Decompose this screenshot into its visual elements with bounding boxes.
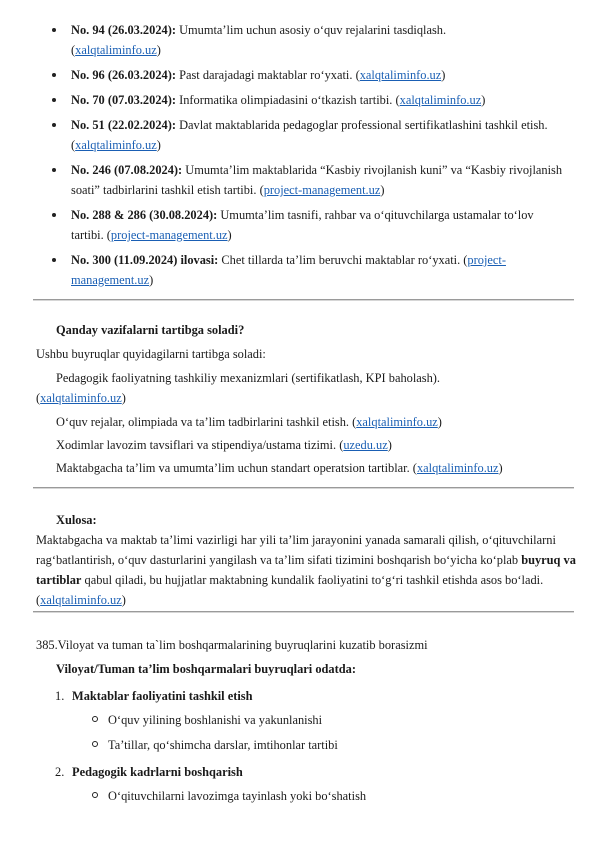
order-number: No. 94 (26.03.2024): <box>71 23 176 37</box>
order-item-300: No. 300 (11.09.2024) ilovasi: Chet tillarda ta’lim beruvchi maktablar ro‘yxati. (project-management.uz) <box>0 250 595 290</box>
bullet-icon <box>52 258 56 262</box>
order-description: Chet tillarda ta’lim beruvchi maktablar ro‘yxati. ( <box>218 253 468 267</box>
source-link[interactable]: uzedu.uz <box>343 438 388 452</box>
order-description: Umumta’lim maktablarida “Kasbiy rivojlanish kuni” va “Kasbiy rivojlanish soati” tadbirlarini tashkil etish tartibi. ( <box>71 163 563 197</box>
list-item: Maktabgacha ta’lim va umumta’lim uchun standart operatsion tartiblar. (xalqtaliminfo.uz) <box>56 461 503 475</box>
list-item-source: (xalqtaliminfo.uz) <box>36 391 126 405</box>
circle-bullet-icon <box>92 792 98 798</box>
horizontal-rule <box>33 611 574 613</box>
list-item: O‘quv rejalar, olimpiada va ta’lim tadbirlarini tashkil etish. (xalqtaliminfo.uz) <box>56 415 442 429</box>
subheading: Viloyat/Tuman ta’lim boshqarmalari buyruqlari odatda: <box>56 662 356 676</box>
source-link[interactable]: xalqtaliminfo.uz <box>40 391 122 405</box>
order-item-70: No. 70 (07.03.2024): Informatika olimpiadasini o‘tkazish tartibi. (xalqtaliminfo.uz) <box>0 90 595 110</box>
source-link[interactable]: xalqtaliminfo.uz <box>399 93 482 107</box>
order-number: No. 51 (22.02.2024): <box>71 118 176 132</box>
order-list <box>0 20 595 295</box>
order-description: Davlat maktablarida pedagoglar professional sertifikatlashini tashkil etish. ( <box>71 118 548 152</box>
source-link[interactable]: project-management.uz <box>110 228 228 242</box>
bullet-icon <box>52 168 56 172</box>
circle-bullet-icon <box>92 716 98 722</box>
numbered-item-label: Pedagogik kadrlarni boshqarish <box>72 765 243 779</box>
source-link[interactable]: project-management.uz <box>263 183 381 197</box>
bullet-icon <box>52 213 56 217</box>
order-item-288-286: No. 288 & 286 (30.08.2024): Umumta’lim tasnifi, rahbar va o‘qituvchilarga ustamalar to‘lov tartibi. (project-management.uz) <box>0 205 595 245</box>
source-link[interactable]: xalqtaliminfo.uz <box>40 593 122 607</box>
question-title: 385.Viloyat va tuman ta`lim boshqarmalarining buyruqlarini kuzatib borasizmi <box>36 638 428 652</box>
order-number: No. 300 (11.09.2024) ilovasi: <box>71 253 219 267</box>
bullet-icon <box>52 28 56 32</box>
order-number: No. 96 (26.03.2024): <box>71 68 176 82</box>
conclusion-paragraph: Maktabgacha va maktab ta’limi vazirligi har yili ta’lim jarayonini yanada samarali qilish, o‘qituvchilarni rag‘batlantirish, o‘quv dasturlarini yangilash va ta’lim sifati tizimini boshqarish bo‘yicha ko‘plab buyruq va tartiblar qabul qiladi, bu hujjatlar maktabning kundalik faoliyatini to‘g‘ri tashkil etishda asos bo‘ladi. (xalqtaliminfo.uz) <box>36 533 576 607</box>
horizontal-rule <box>33 487 574 489</box>
order-description: Umumta’lim tasnifi, rahbar va o‘qituvchilarga ustamalar to‘lov tartibi. ( <box>71 208 534 242</box>
numbered-item-label: Maktablar faoliyatini tashkil etish <box>72 689 253 703</box>
source-link[interactable]: xalqtaliminfo.uz <box>356 415 438 429</box>
section-intro: Ushbu buyruqlar quyidagilarni tartibga soladi: <box>36 347 266 361</box>
horizontal-rule <box>33 299 574 301</box>
order-description: Past darajadagi maktablar ro‘yxati. ( <box>175 68 360 82</box>
order-number: No. 70 (07.03.2024): <box>71 93 176 107</box>
order-item-94: No. 94 (26.03.2024): Umumta’lim uchun asosiy o‘quv rejalarini tasdiqlash. (xalqtaliminfo.uz) <box>0 20 595 60</box>
order-item-246: No. 246 (07.08.2024): Umumta’lim maktablarida “Kasbiy rivojlanish kuni” va “Kasbiy rivojlanish soati” tadbirlarini tashkil etish tartibi. (project-management.uz) <box>0 160 595 200</box>
order-number: No. 246 (07.08.2024): <box>71 163 183 177</box>
list-item: Xodimlar lavozim tavsiflari va stipendiya/ustama tizimi. (uzedu.uz) <box>56 438 392 452</box>
source-link[interactable]: xalqtaliminfo.uz <box>75 138 157 152</box>
list-number: 1. <box>55 689 65 703</box>
bullet-icon <box>52 73 56 77</box>
conclusion-heading: Xulosa: <box>56 513 97 527</box>
list-number: 2. <box>55 765 65 779</box>
list-item: Pedagogik faoliyatning tashkiliy mexanizmlari (sertifikatlash, KPI baholash). <box>56 371 441 385</box>
bullet-icon <box>52 123 56 127</box>
source-link[interactable]: xalqtaliminfo.uz <box>75 43 157 57</box>
order-description: Informatika olimpiadasini o‘tkazish tartibi. ( <box>175 93 400 107</box>
sub-item: Ta’tillar, qo‘shimcha darslar, imtihonlar tartibi <box>108 738 338 752</box>
source-link[interactable]: project-management.uz <box>71 253 506 287</box>
sub-item: O‘qituvchilarni lavozimga tayinlash yoki bo‘shatish <box>108 789 367 803</box>
order-item-51: No. 51 (22.02.2024): Davlat maktablarida pedagoglar professional sertifikatlashini tashkil etish. (xalqtaliminfo.uz) <box>0 115 595 155</box>
source-link[interactable]: xalqtaliminfo.uz <box>416 461 499 475</box>
bullet-icon <box>52 98 56 102</box>
order-number: No. 288 & 286 (30.08.2024): <box>71 208 218 222</box>
circle-bullet-icon <box>92 741 98 747</box>
source-link[interactable]: xalqtaliminfo.uz <box>359 68 442 82</box>
order-description: Umumta’lim uchun asosiy o‘quv rejalarini tasdiqlash. <box>175 23 447 37</box>
sub-item: O‘quv yilining boshlanishi va yakunlanishi <box>108 713 323 727</box>
section-heading: Qanday vazifalarni tartibga soladi? <box>56 323 245 337</box>
order-item-96: No. 96 (26.03.2024): Past darajadagi maktablar ro‘yxati. (xalqtaliminfo.uz) <box>0 65 595 85</box>
